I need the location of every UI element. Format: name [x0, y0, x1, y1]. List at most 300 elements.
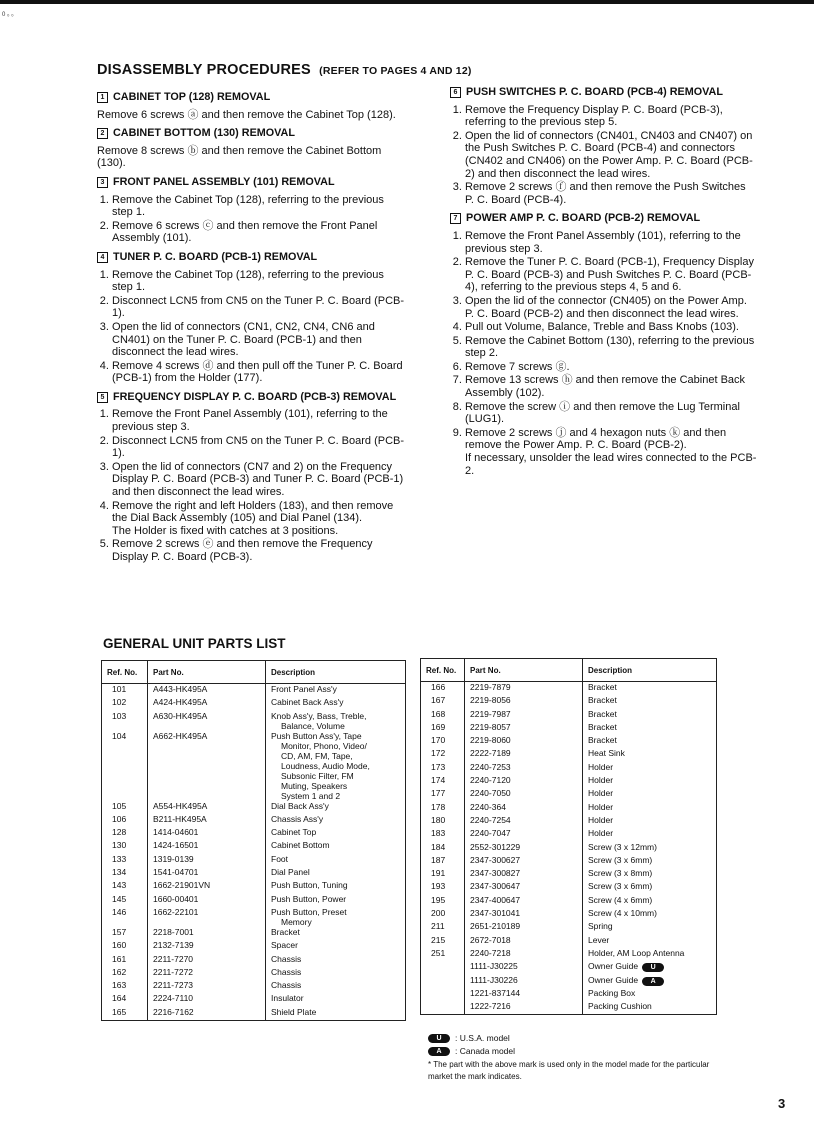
- table-row: [421, 842, 717, 855]
- table-row: [102, 927, 406, 940]
- cell-part-no: 2240-7047: [465, 828, 583, 841]
- cell-ref-no: 183: [421, 828, 465, 841]
- table-row: [102, 840, 406, 853]
- cell-part-no: 2347-300647: [465, 881, 583, 894]
- table-row: [421, 695, 717, 708]
- cell-description: [266, 894, 406, 907]
- cell-part-no: 1660-00401: [148, 894, 266, 907]
- parts-table-left: [101, 660, 406, 1021]
- description-text: Chassis: [271, 953, 302, 964]
- cell-description: [583, 788, 717, 801]
- cell-part-no: 1414-04601: [148, 827, 266, 840]
- cell-part-no: A630-HK495A: [148, 711, 266, 731]
- table-row: [421, 881, 717, 894]
- section-front-panel: [97, 176, 405, 245]
- cell-description: [583, 802, 717, 815]
- description-text: Screw (3 x 6mm): [588, 881, 653, 892]
- cell-part-no: A554-HK495A: [148, 801, 266, 814]
- cell-ref-no: 184: [421, 842, 465, 855]
- usa-model-badge: U: [428, 1034, 450, 1043]
- step-item: 4. Remove 4 screws ⓓ and then pull off the Tuner P. C. Board (PCB-1) from the Holder (177).: [112, 360, 405, 385]
- description-text: Holder: [588, 761, 614, 772]
- cell-ref-no: 211: [421, 921, 465, 934]
- step-item: 3. Open the lid of the connector (CN405) on the Power Amp. P. C. Board (PCB-2) and then disconnect the lead wires.: [465, 295, 757, 320]
- cell-part-no: 2216-7162: [148, 1007, 266, 1021]
- cell-part-no: 2219-8060: [465, 735, 583, 748]
- cell-part-no: 2224-7110: [148, 993, 266, 1006]
- section-cabinet-bottom: [97, 127, 405, 170]
- step-item: 1. Remove the Front Panel Assembly (101), referring to the previous step 3.: [465, 230, 757, 255]
- cell-part-no: 2240-7050: [465, 788, 583, 801]
- description-text: Push Button Ass'y, Tape: [271, 730, 362, 741]
- cell-ref-no: 173: [421, 762, 465, 775]
- step-item: 4. Pull out Volume, Balance, Treble and Bass Knobs (103).: [465, 321, 757, 334]
- cell-description: [583, 908, 717, 921]
- cell-ref-no: 191: [421, 868, 465, 881]
- description-text: Screw (3 x 12mm): [588, 841, 657, 852]
- cell-description: [266, 854, 406, 867]
- step-item: 3. Open the lid of connectors (CN7 and 2) on the Frequency Display P. C. Board (PCB-3) and Tuner P. C. Board (PCB-1) and then disconnect the lead wires.: [112, 461, 405, 499]
- description-text: Bracket: [271, 926, 300, 937]
- table-row: [421, 921, 717, 934]
- description-text: Chassis: [271, 980, 302, 991]
- table-row: [421, 1001, 717, 1015]
- model-legend: [428, 1032, 515, 1058]
- table-row: [102, 697, 406, 710]
- table-row: [421, 828, 717, 841]
- cell-part-no: 2672-7018: [465, 935, 583, 948]
- section-title-text: POWER AMP P. C. BOARD (PCB-2) REMOVAL: [466, 212, 701, 225]
- cell-ref-no: 134: [102, 867, 148, 880]
- cell-ref-no: 101: [102, 684, 148, 698]
- table-row: [421, 735, 717, 748]
- description-text: Dial Back Ass'y: [271, 800, 329, 811]
- cell-part-no: 2211-7272: [148, 967, 266, 980]
- cell-part-no: 2219-7879: [465, 682, 583, 696]
- legend-text: : Canada model: [455, 1046, 516, 1056]
- table-header-row: [421, 659, 717, 682]
- table-row: [102, 954, 406, 967]
- cell-description: [266, 827, 406, 840]
- description-text: Chassis: [271, 966, 302, 977]
- procedures-left-column: [97, 91, 405, 570]
- cell-description: [583, 881, 717, 894]
- cell-description: [583, 748, 717, 761]
- cell-ref-no: 172: [421, 748, 465, 761]
- cell-description: [583, 961, 717, 974]
- cell-part-no: 2211-7273: [148, 980, 266, 993]
- cell-part-no: 2347-400647: [465, 895, 583, 908]
- cell-ref-no: 162: [102, 967, 148, 980]
- legend-row-usa: [428, 1032, 515, 1045]
- procedures-right-column: [450, 86, 757, 483]
- step-item: 6. Remove 7 screws ⓖ.: [465, 361, 757, 374]
- section-number-box: 6: [450, 87, 461, 98]
- cell-ref-no: 166: [421, 682, 465, 696]
- cell-part-no: 2347-300827: [465, 868, 583, 881]
- cell-ref-no: 167: [421, 695, 465, 708]
- description-text: Bracket: [588, 708, 617, 719]
- cell-ref-no: 146: [102, 907, 148, 927]
- cell-part-no: 2219-8056: [465, 695, 583, 708]
- table-row: [421, 961, 717, 974]
- description-text: Screw (3 x 8mm): [588, 868, 653, 879]
- section-title: [450, 86, 757, 99]
- cell-description: [583, 855, 717, 868]
- column-header-desc: Description: [266, 661, 406, 684]
- column-header-part: Part No.: [148, 661, 266, 684]
- cell-ref-no: 106: [102, 814, 148, 827]
- cell-ref-no: 168: [421, 709, 465, 722]
- table-row: [102, 940, 406, 953]
- section-number-box: 5: [97, 392, 108, 403]
- cell-ref-no: 177: [421, 788, 465, 801]
- cell-part-no: A424-HK495A: [148, 697, 266, 710]
- cell-ref-no: [421, 975, 465, 988]
- cell-ref-no: 178: [421, 802, 465, 815]
- cell-ref-no: 133: [102, 854, 148, 867]
- table-row: [102, 684, 406, 698]
- table-row: [102, 801, 406, 814]
- table-row: [421, 815, 717, 828]
- cell-description: [266, 840, 406, 853]
- cell-part-no: 2347-301041: [465, 908, 583, 921]
- cell-ref-no: [421, 988, 465, 1001]
- cell-description: [583, 842, 717, 855]
- section-title: [97, 176, 405, 189]
- cell-ref-no: 174: [421, 775, 465, 788]
- cell-description: [266, 731, 406, 801]
- parts-list-title: GENERAL UNIT PARTS LIST: [103, 636, 286, 651]
- cell-ref-no: 251: [421, 948, 465, 961]
- legend-footnote: * The part with the above mark is used only in the model made for the particular market the mark indicates.: [428, 1060, 710, 1081]
- table-row: [102, 880, 406, 893]
- cell-description: [266, 940, 406, 953]
- cell-part-no: 2240-7254: [465, 815, 583, 828]
- section-title-text: FREQUENCY DISPLAY P. C. BOARD (PCB-3) REMOVAL: [113, 390, 397, 403]
- table-row: [102, 867, 406, 880]
- table-row: [421, 762, 717, 775]
- cell-ref-no: 104: [102, 731, 148, 801]
- parts-table-body: [421, 682, 717, 1015]
- cell-description: [583, 935, 717, 948]
- description-text: Cabinet Back Ass'y: [271, 697, 344, 708]
- cell-description: [266, 927, 406, 940]
- cell-description: [266, 697, 406, 710]
- table-row: [421, 988, 717, 1001]
- table-row: [102, 854, 406, 867]
- description-text: Insulator: [271, 993, 304, 1004]
- description-text: Cabinet Top: [271, 827, 317, 838]
- table-row: [102, 1007, 406, 1021]
- description-text: Spacer: [271, 940, 298, 951]
- description-text: Cabinet Bottom: [271, 840, 330, 851]
- cell-part-no: 2240-7218: [465, 948, 583, 961]
- cell-part-no: 2240-7120: [465, 775, 583, 788]
- table-row: [421, 855, 717, 868]
- step-text: Remove the right and left Holders (183), and then remove the Dial Back Assembly (105) and Dial Panel (134).: [112, 499, 394, 525]
- cell-description: [266, 684, 406, 698]
- description-text: Bracket: [588, 735, 617, 746]
- cell-description: [583, 948, 717, 961]
- cell-part-no: A662-HK495A: [148, 731, 266, 801]
- cell-part-no: 1111-J30226: [465, 975, 583, 988]
- step-item: 2. Remove 6 screws ⓒ and then remove the Front Panel Assembly (101).: [112, 220, 405, 245]
- description-text: Owner Guide: [588, 974, 639, 985]
- table-row: [421, 748, 717, 761]
- step-item: 1. Remove the Cabinet Top (128), referring to the previous step 1.: [112, 194, 405, 219]
- section-title: [450, 212, 757, 225]
- table-row: [102, 993, 406, 1006]
- column-header-part: Part No.: [465, 659, 583, 682]
- description-text: Holder, AM Loop Antenna: [588, 947, 685, 958]
- description-continuation: Subsonic Filter, FM: [281, 770, 354, 781]
- description-text: Bracket: [588, 721, 617, 732]
- description-text: Chassis Ass'y: [271, 813, 324, 824]
- cell-description: [266, 980, 406, 993]
- parts-table-body: [102, 684, 406, 1021]
- description-text: Front Panel Ass'y: [271, 684, 337, 694]
- cell-description: [266, 801, 406, 814]
- cell-ref-no: 105: [102, 801, 148, 814]
- cell-ref-no: 193: [421, 881, 465, 894]
- description-text: Packing Cushion: [588, 1001, 652, 1012]
- cell-part-no: 2218-7001: [148, 927, 266, 940]
- step-list: [97, 194, 405, 245]
- cell-description: [583, 722, 717, 735]
- section-title-text: TUNER P. C. BOARD (PCB-1) REMOVAL: [113, 250, 318, 263]
- cell-description: [583, 1001, 717, 1015]
- model-badge: U: [642, 963, 664, 972]
- cell-part-no: 2211-7270: [148, 954, 266, 967]
- step-item: 1. Remove the Front Panel Assembly (101), referring to the previous step 3.: [112, 408, 405, 433]
- cell-ref-no: 187: [421, 855, 465, 868]
- column-header-desc: Description: [583, 659, 717, 682]
- description-continuation: System 1 and 2: [281, 790, 341, 801]
- cell-part-no: 1662-22101: [148, 907, 266, 927]
- cell-ref-no: 145: [102, 894, 148, 907]
- cell-ref-no: 161: [102, 954, 148, 967]
- section-push-switches: [450, 86, 757, 206]
- section-number-box: 7: [450, 213, 461, 224]
- step-item: [465, 427, 757, 477]
- step-item: 7. Remove 13 screws ⓗ and then remove the Cabinet Back Assembly (102).: [465, 374, 757, 399]
- title-text: DISASSEMBLY PROCEDURES: [97, 62, 311, 78]
- cell-description: [583, 695, 717, 708]
- cell-description: [583, 868, 717, 881]
- cell-description: [583, 815, 717, 828]
- description-text: Bracket: [588, 695, 617, 706]
- table-row: [421, 722, 717, 735]
- cell-ref-no: 160: [102, 940, 148, 953]
- section-power-amp: [450, 212, 757, 477]
- section-title: [97, 91, 405, 104]
- table-row: [102, 827, 406, 840]
- cell-description: [583, 709, 717, 722]
- description-text: Owner Guide: [588, 961, 639, 972]
- step-list: [97, 408, 405, 563]
- top-border-line: [0, 0, 814, 4]
- cell-part-no: 1541-04701: [148, 867, 266, 880]
- cell-part-no: 1424-16501: [148, 840, 266, 853]
- cell-ref-no: [421, 961, 465, 974]
- section-number-box: 3: [97, 177, 108, 188]
- cell-description: [266, 954, 406, 967]
- cell-part-no: 2651-210189: [465, 921, 583, 934]
- scan-mark: 0 ₀ ₀: [2, 12, 14, 18]
- description-text: Lever: [588, 934, 610, 945]
- section-title: [97, 391, 405, 404]
- step-list: [97, 269, 405, 385]
- cell-ref-no: 164: [102, 993, 148, 1006]
- description-text: Screw (4 x 6mm): [588, 894, 653, 905]
- cell-description: [266, 907, 406, 927]
- step-item: [112, 500, 405, 538]
- cell-ref-no: 130: [102, 840, 148, 853]
- section-cabinet-top: [97, 91, 405, 121]
- description-continuation: Muting, Speakers: [281, 780, 348, 791]
- cell-part-no: 1222-7216: [465, 1001, 583, 1015]
- cell-description: [583, 775, 717, 788]
- parts-table-right: [420, 658, 717, 1015]
- cell-ref-no: 128: [102, 827, 148, 840]
- table-header-row: [102, 661, 406, 684]
- description-text: Foot: [271, 853, 289, 864]
- cell-ref-no: 170: [421, 735, 465, 748]
- table-row: [102, 967, 406, 980]
- description-continuation: CD, AM, FM, Tape,: [281, 750, 353, 761]
- page-title: [97, 62, 472, 78]
- step-item: 2. Disconnect LCN5 from CN5 on the Tuner P. C. Board (PCB-1).: [112, 295, 405, 320]
- cell-description: [583, 921, 717, 934]
- table-row: [421, 948, 717, 961]
- table-row: [421, 709, 717, 722]
- table-row: [102, 907, 406, 927]
- canada-model-badge: A: [428, 1047, 450, 1056]
- description-continuation: Monitor, Phono, Video/: [281, 740, 367, 751]
- cell-description: [266, 867, 406, 880]
- table-row: [421, 788, 717, 801]
- step-note: If necessary, unsolder the lead wires connected to the PCB-2.: [465, 452, 757, 477]
- cell-part-no: 2222-7189: [465, 748, 583, 761]
- section-text: Remove 8 screws ⓑ and then remove the Cabinet Bottom (130).: [97, 144, 382, 170]
- cell-ref-no: 102: [102, 697, 148, 710]
- section-text: Remove 6 screws ⓐ and then remove the Cabinet Top (128).: [97, 108, 396, 121]
- table-row: [421, 868, 717, 881]
- table-row: [102, 711, 406, 731]
- cell-description: [266, 967, 406, 980]
- cell-ref-no: 200: [421, 908, 465, 921]
- description-text: Push Button, Tuning: [271, 880, 348, 891]
- step-item: 5. Remove 2 screws ⓔ and then remove the Frequency Display P. C. Board (PCB-3).: [112, 538, 405, 563]
- column-header-ref: Ref. No.: [421, 659, 465, 682]
- description-text: Knob Ass'y, Bass, Treble,: [271, 710, 367, 721]
- cell-part-no: 1319-0139: [148, 854, 266, 867]
- step-item: 1. Remove the Cabinet Top (128), referring to the previous step 1.: [112, 269, 405, 294]
- step-list: [450, 104, 757, 207]
- table-row: [421, 682, 717, 696]
- section-number-box: 2: [97, 128, 108, 139]
- table-row: [421, 935, 717, 948]
- section-number-box: 1: [97, 92, 108, 103]
- section-title-text: PUSH SWITCHES P. C. BOARD (PCB-4) REMOVAL: [466, 86, 723, 98]
- cell-ref-no: 195: [421, 895, 465, 908]
- table-row: [421, 802, 717, 815]
- cell-description: [583, 895, 717, 908]
- step-item: 2. Disconnect LCN5 from CN5 on the Tuner P. C. Board (PCB-1).: [112, 435, 405, 460]
- cell-description: [583, 828, 717, 841]
- cell-description: [266, 814, 406, 827]
- description-continuation: Loudness, Audio Mode,: [281, 760, 370, 771]
- cell-part-no: 1111-J30225: [465, 961, 583, 974]
- cell-description: [583, 975, 717, 988]
- step-note: The Holder is fixed with catches at 3 positions.: [112, 524, 339, 537]
- cell-description: [266, 1007, 406, 1021]
- cell-part-no: 2219-8057: [465, 722, 583, 735]
- cell-part-no: 2552-301229: [465, 842, 583, 855]
- section-frequency-display: [97, 391, 405, 564]
- step-item: 8. Remove the screw ⓘ and then remove the Lug Terminal (LUG1).: [465, 401, 757, 426]
- table-row: [421, 975, 717, 988]
- cell-part-no: 2240-364: [465, 802, 583, 815]
- cell-part-no: 1221-837144: [465, 988, 583, 1001]
- cell-ref-no: 157: [102, 927, 148, 940]
- section-title-text: CABINET TOP (128) REMOVAL: [113, 91, 271, 103]
- description-text: Holder: [588, 788, 614, 799]
- cell-description: [583, 682, 717, 696]
- cell-part-no: 2219-7987: [465, 709, 583, 722]
- section-title: [97, 251, 405, 264]
- description-text: Packing Box: [588, 987, 636, 998]
- description-text: Spring: [588, 921, 613, 932]
- description-text: Bracket: [588, 682, 617, 692]
- cell-part-no: 1662-21901VN: [148, 880, 266, 893]
- description-text: Heat Sink: [588, 748, 625, 759]
- cell-part-no: 2347-300627: [465, 855, 583, 868]
- step-item: 3. Remove 2 screws ⓕ and then remove the Push Switches P. C. Board (PCB-4).: [465, 181, 757, 206]
- cell-ref-no: 103: [102, 711, 148, 731]
- step-text: Remove 2 screws ⓙ and 4 hexagon nuts ⓚ and then remove the Power Amp. P. C. Board (PCB-2).: [465, 426, 727, 452]
- step-item: 5. Remove the Cabinet Bottom (130), referring to the previous step 2.: [465, 335, 757, 360]
- cell-description: [583, 735, 717, 748]
- table-row: [102, 814, 406, 827]
- section-number-box: 4: [97, 252, 108, 263]
- description-text: Push Button, Power: [271, 893, 347, 904]
- cell-ref-no: 169: [421, 722, 465, 735]
- step-item: 1. Remove the Frequency Display P. C. Board (PCB-3), referring to the previous step 5.: [465, 104, 757, 129]
- description-continuation: Balance, Volume: [281, 720, 345, 731]
- section-title: [97, 127, 405, 140]
- description-text: Holder: [588, 775, 614, 786]
- cell-ref-no: 143: [102, 880, 148, 893]
- section-title-text: FRONT PANEL ASSEMBLY (101) REMOVAL: [113, 175, 335, 188]
- table-row: [102, 894, 406, 907]
- cell-description: [266, 880, 406, 893]
- section-tuner-board: [97, 251, 405, 385]
- step-item: 2. Open the lid of connectors (CN401, CN403 and CN407) on the Push Switches P. C. Board (PCB-4) and connectors (CN402 and CN406) on the Power Amp. P. C. Board (PCB-2) and then disconnect the lead wires.: [465, 130, 757, 180]
- page-number: 3: [778, 1096, 786, 1111]
- table-row: [421, 908, 717, 921]
- title-reference: (REFER TO PAGES 4 AND 12): [319, 65, 472, 77]
- cell-part-no: A443-HK495A: [148, 684, 266, 698]
- cell-ref-no: 215: [421, 935, 465, 948]
- description-text: Holder: [588, 801, 614, 812]
- table-row: [421, 895, 717, 908]
- section-title-text: CABINET BOTTOM (130) REMOVAL: [113, 127, 295, 140]
- table-row: [421, 775, 717, 788]
- cell-ref-no: 163: [102, 980, 148, 993]
- legend-row-canada: [428, 1045, 515, 1058]
